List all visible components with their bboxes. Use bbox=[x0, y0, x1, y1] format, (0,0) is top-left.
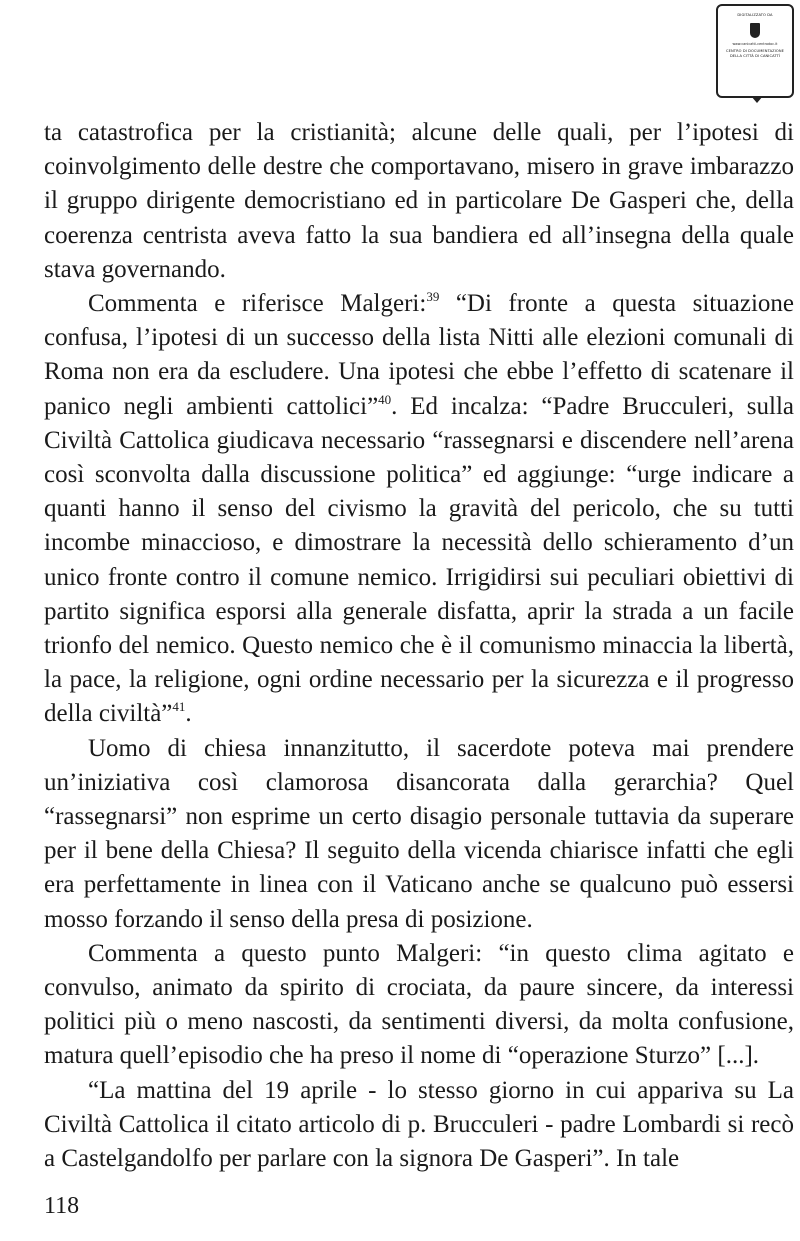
crest-icon bbox=[750, 23, 760, 38]
digitization-stamp bbox=[716, 4, 794, 98]
stamp-line2: CENTRO DI DOCUMENTAZIONE bbox=[726, 49, 784, 53]
paragraph-5: “La mattina del 19 aprile - lo stesso giorno in cui appariva su La Civiltà Cattolica il citato articolo di p. Brucculeri - padre Lombardi si recò a Castelgandolfo per parlare con la signora De Gasperi”. In tale bbox=[44, 1076, 794, 1173]
paragraph-2: Commenta e riferisce Malgeri:$^{39}$ “Di fronte a questa situazione confusa, l’ipotesi di un successo della lista Nitti alle elezioni comunali di Roma non era da escludere. Una ipotesi che ebbe l’effetto di scatenare il panico negli ambienti cattolici”$^{40}$. Ed incalza: “Padre Brucculeri, sulla Civiltà Cattolica giudicava necessario “rassegnarsi e discendere nell’arena così sconvolta dalla discussione politica” ed aggiunge: “urge indicare a quanti hanno il senso del civismo la gravità del pericolo, che su tutti incombe minaccioso, e dimostrare la necessità dello schieramento d’un unico fronte contro il comune nemico. Irrigidirsi sui peculiari obiettivi di partito significa esporsi alla generale disfatta, aprir la strada a un facile trionfo del nemico. Questo nemico che è il comunismo minaccia la libertà, la pace, la religione, ogni ordine necessario per la sicurezza e il progresso della civiltà”$^{41}$. bbox=[44, 289, 794, 728]
stamp-url: www.canicatti-centrodoc.it bbox=[732, 41, 778, 46]
stamp-notch-icon bbox=[751, 96, 763, 103]
stamp-line3: DELLA CITTÀ DI CANICATTÌ bbox=[729, 53, 781, 58]
page-number: 118 bbox=[44, 1193, 80, 1219]
paragraph-3: Uomo di chiesa innanzitutto, il sacerdote poteva mai prendere un’iniziativa così clamorosa disancorata dalla gerarchia? Quel “rassegnarsi” non esprime un certo disagio personale tuttavia da superare per il bene della Chiesa? Il seguito della vicenda chiarisce infatti che egli era perfettamente in linea con il Vaticano anche se qualcuno può essersi mosso forzando il senso della presa di posizione. bbox=[44, 734, 794, 933]
paragraph-4: Commenta a questo punto Malgeri: “in questo clima agitato e convulso, animato da spirito di crociata, da paure sincere, da interessi politici più o meno nascosti, da sentimenti diversi, da molta confusione, matura quell’episodio che ha preso il nome di “operazione Sturzo” [...]. bbox=[44, 939, 794, 1070]
stamp-line1: DIGITALIZZATO DA bbox=[737, 13, 773, 17]
body-text bbox=[44, 116, 794, 1176]
paragraph-1: ta catastrofica per la cristianità; alcune delle quali, per l’ipotesi di coinvolgimento delle destre che comportavano, misero in grave imbarazzo il gruppo dirigente democristiano ed in particolare De Gasperi che, della coerenza centrista aveva fatto la sua bandiera ed all’insegna della quale stava governando. bbox=[44, 119, 794, 283]
